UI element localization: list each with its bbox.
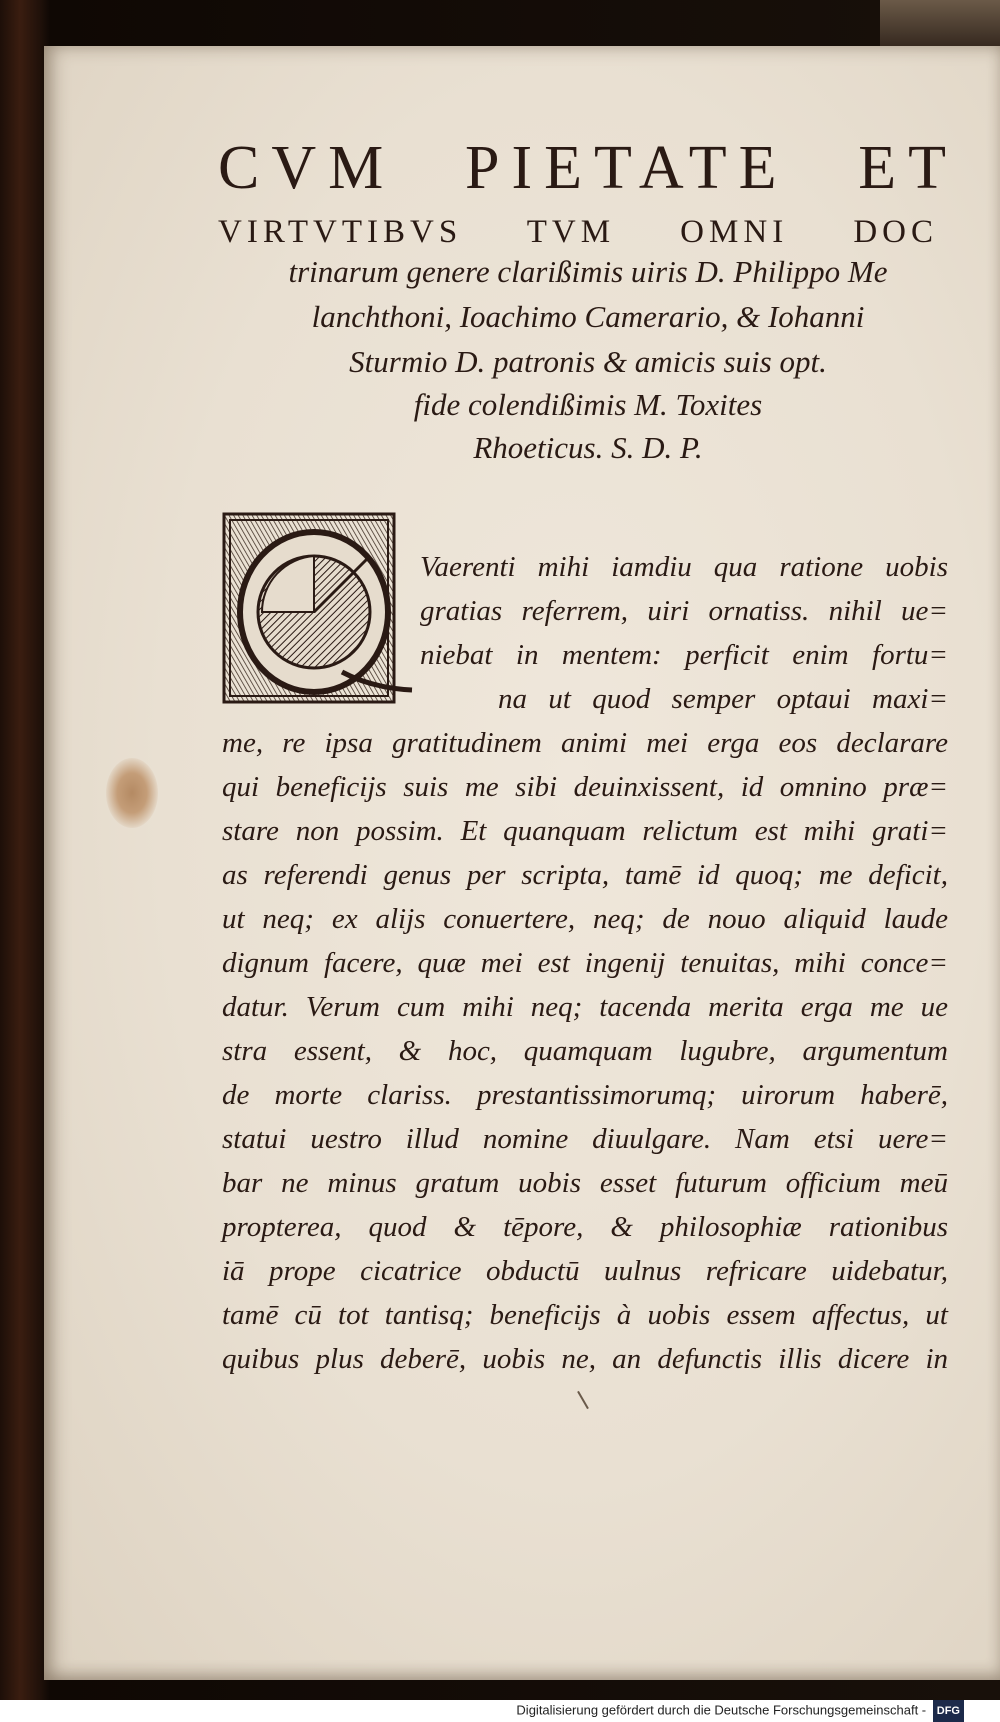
body-line: stare non possim. Et quanquam relictum est mihi grati= [222,815,948,847]
heading-line-1: CVM PIETATE ET [218,134,958,202]
body-line: de morte clariss. prestantissimorumq; uirorum haberē, [222,1079,948,1111]
dfg-logo: DFG [933,1700,964,1722]
credit-text: Digitalisierung gefördert durch die Deutsche Forschungsgemeinschaft - [516,1702,927,1718]
body-line: gratias referrem, uiri ornatiss. nihil ue= [420,595,948,627]
decorated-initial-q [222,512,414,708]
body-line: bar ne minus gratum uobis esset futurum officium meū [222,1167,948,1199]
body-line: statui uestro illud nomine diuulgare. Nam etsi uere= [222,1123,948,1155]
digitization-credit [516,1700,964,1720]
body-line: stra essent, & hoc, quamquam lugubre, argumentum [222,1035,948,1067]
subheading-line: lanchthoni, Ioachimo Camerario, & Iohanni [311,299,865,334]
body-line: as referendi genus per scripta, tamē id quoq; me deficit, [222,859,948,891]
body-line: tamē cū tot tantisq; beneficijs à uobis essem affectus, ut [222,1299,948,1331]
body-line: ut neq; ex alijs conuertere, neq; de nouo aliquid laude [222,903,948,935]
body-line: na ut quod semper optaui maxi= [498,683,948,715]
subheading-line: Sturmio D. patronis & amicis suis opt. [349,344,827,379]
heading-line-2: VIRTVTIBVS TVM OMNI DOC [218,214,938,250]
body-line: dignum facere, quæ mei est ingenij tenuitas, mihi conce= [222,947,948,979]
subheading-line: trinarum genere clarißimis uiris D. Philippo Me [288,254,888,289]
body-line: Vaerenti mihi iamdiu qua ratione uobis [420,551,948,583]
body-line: propterea, quod & tēpore, & philosophiæ rationibus [222,1211,948,1243]
body-line: niebat in mentem: perficit enim fortu= [420,639,948,671]
body-line: qui beneficijs suis me sibi deuinxissent, id omnino præ= [222,771,948,803]
subheading-line: fide colendißimis M. Toxites [413,387,763,422]
body-line: me, re ipsa gratitudinem animi mei erga eos declarare [222,727,948,759]
body-line: iā prope cicatrice obductū uulnus refricare uidebatur, [222,1255,948,1287]
subheading-line: Rhoeticus. S. D. P. [473,430,703,465]
page-stain [106,758,158,828]
body-line: quibus plus deberē, uobis ne, an defunctis illis dicere in [222,1343,948,1375]
body-line: datur. Verum cum mihi neq; tacenda merita erga me ue [222,991,948,1023]
